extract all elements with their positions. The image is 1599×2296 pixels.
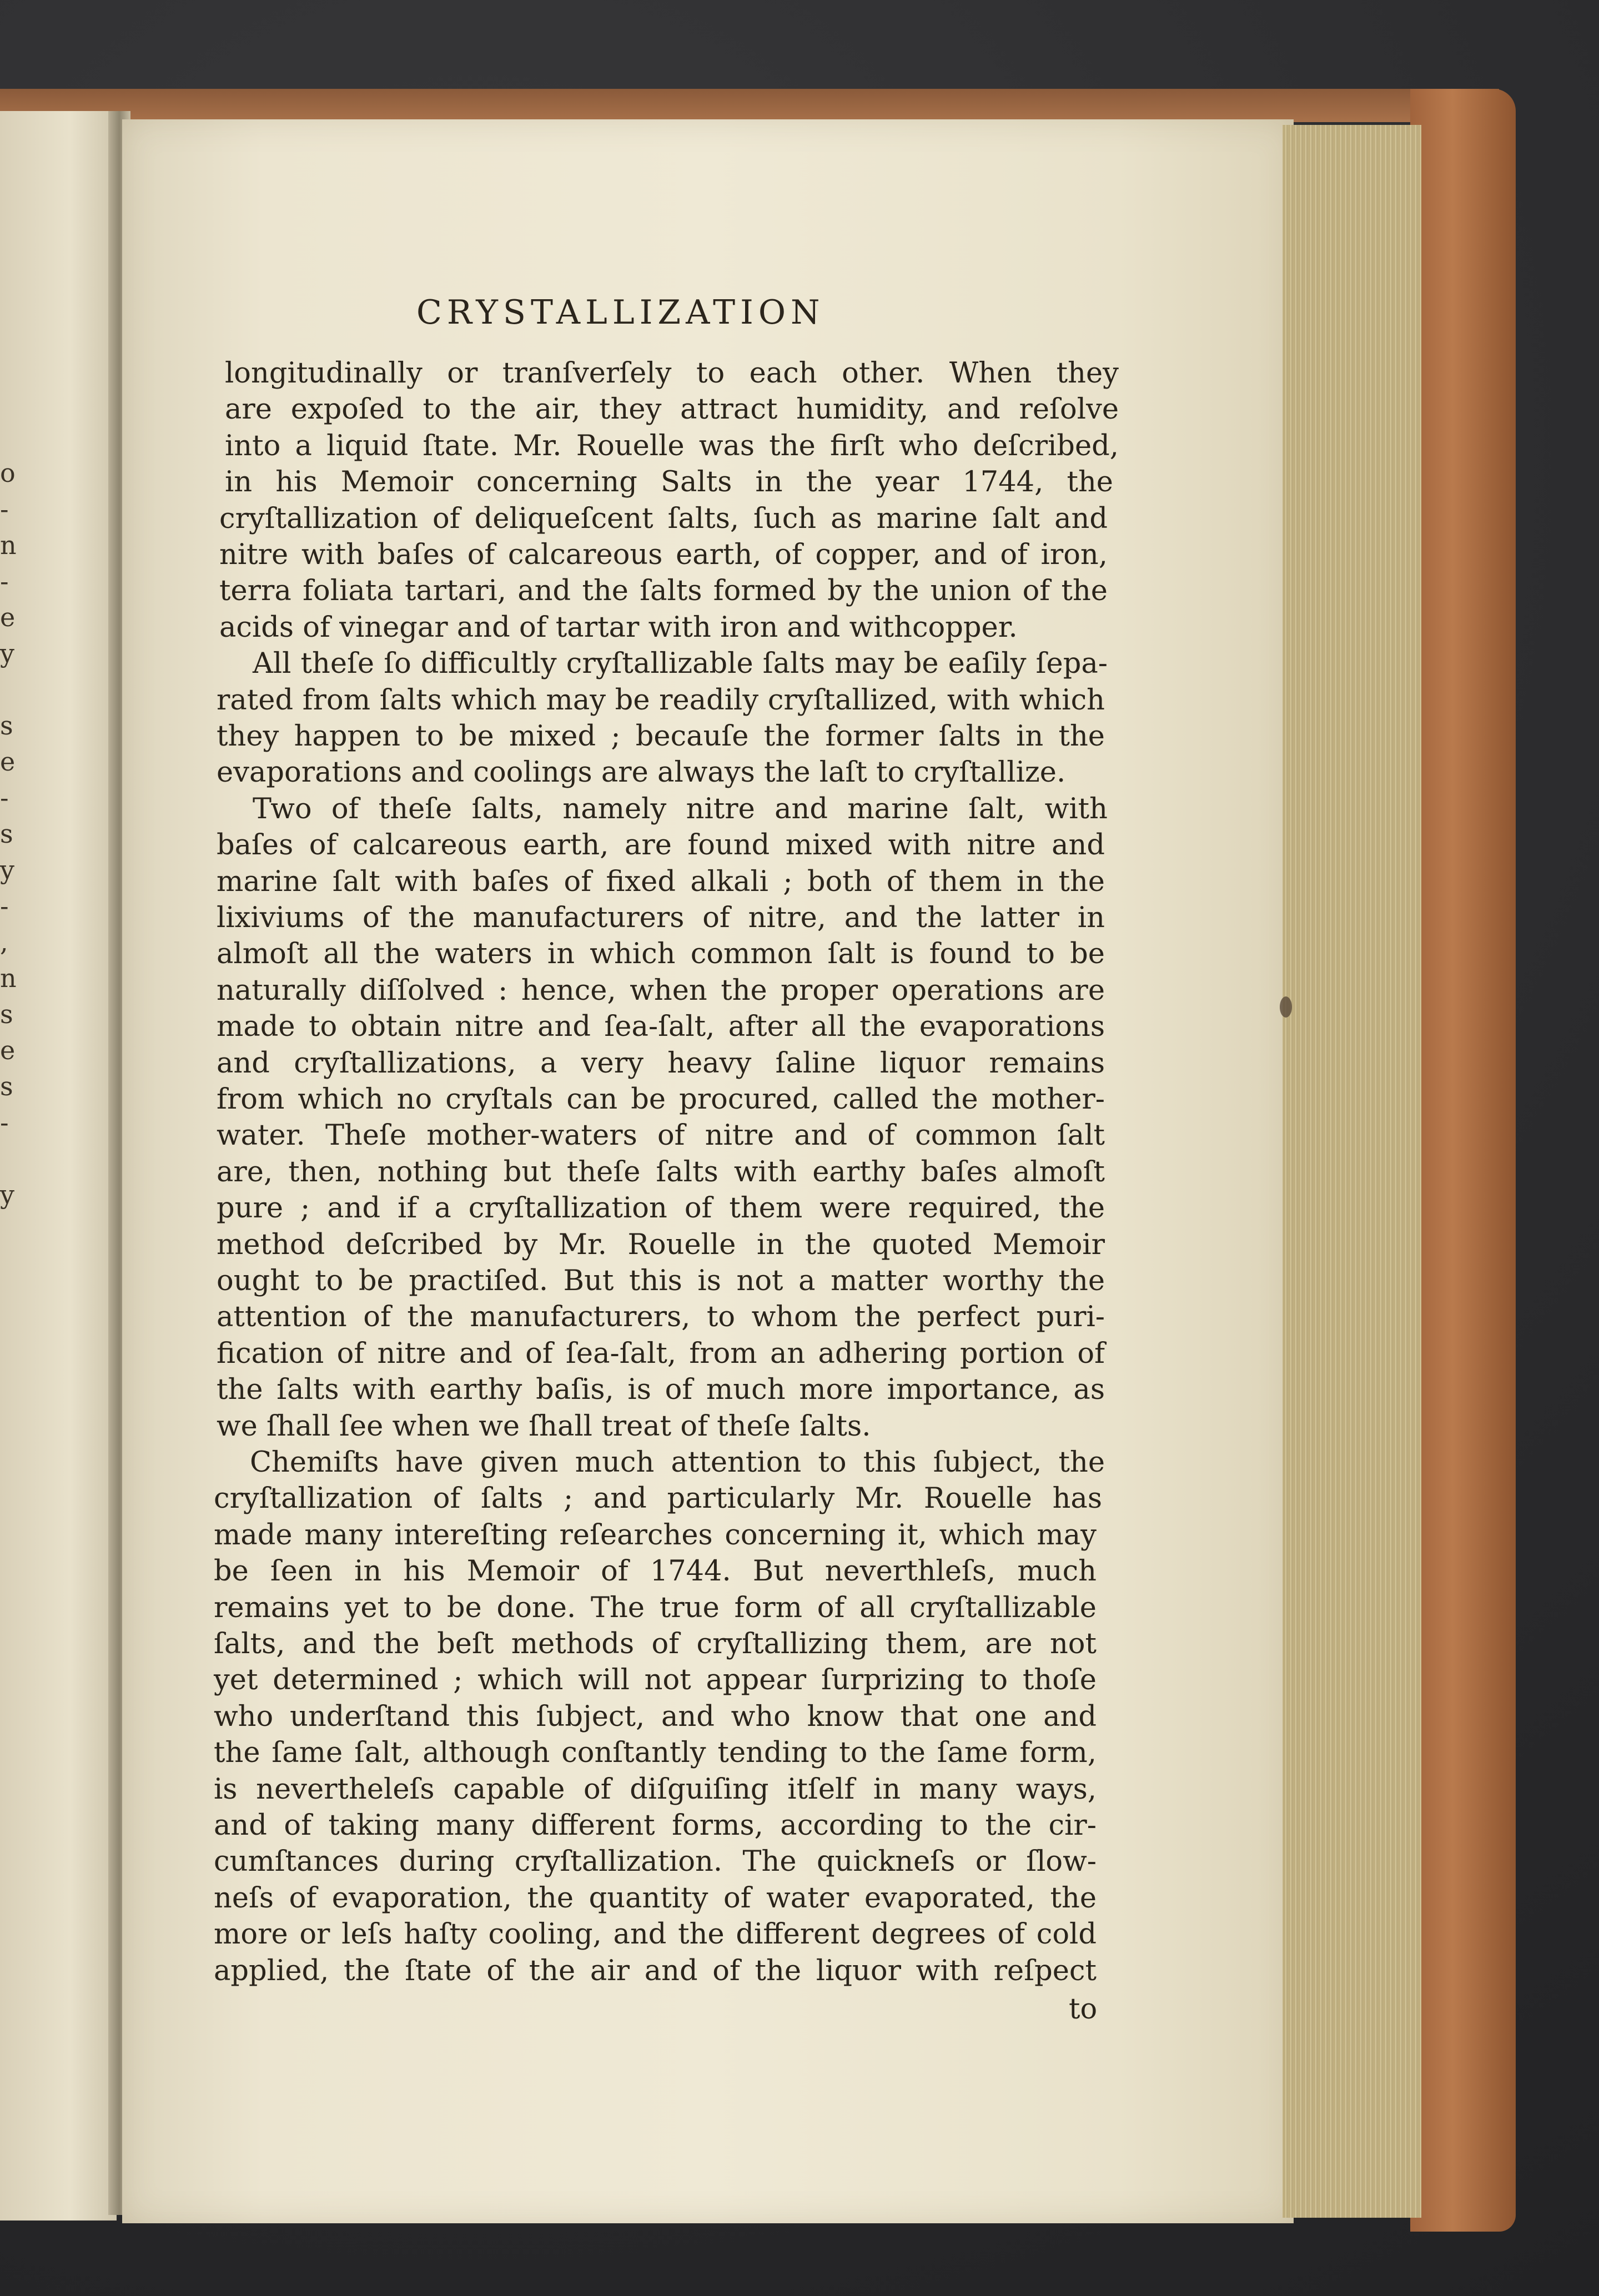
text-line: more or leſs haſty cooling, and the different degrees of cold [214, 1918, 1097, 1951]
text-line: lixiviums of the manufacturers of nitre, and the latter in [217, 902, 1105, 934]
page-fore-edge [1283, 125, 1421, 2218]
text-line: is nevertheleſs capable of diſguiſing itſelf in many ways, [214, 1773, 1097, 1806]
text-line: All theſe ſo difficultly cryſtallizable ſalts may be eaſily ſepa- [253, 647, 1108, 681]
text-line: remains yet to be done. The true form of all cryſtallizable [214, 1591, 1097, 1624]
text-line: made to obtain nitre and ſea-ſalt, after all the evaporations [217, 1010, 1105, 1044]
foxing-spot [1280, 996, 1292, 1018]
text-line: attention of the manufacturers, to whom the perfect puri- [217, 1301, 1105, 1334]
text-line: baſes of calcareous earth, are found mixed with nitre and [217, 829, 1105, 862]
text-line: we ſhall ſee when we ſhall treat of theſe ſalts. [217, 1409, 871, 1443]
text-line: marine ſalt with baſes of fixed alkali ; both of them in the [217, 865, 1105, 898]
text-line: almoſt all the waters in which common ſalt is found to be [217, 938, 1105, 971]
running-head: CRYSTALLIZATION [416, 293, 825, 332]
text-line: made many intereſting reſearches concerning it, which may [214, 1518, 1097, 1552]
text-line: yet determined ; which will not appear ſurprizing to thoſe [214, 1664, 1097, 1697]
text-line: cryſtallization of ſalts ; and particularly Mr. Rouelle has [214, 1482, 1102, 1515]
text-line: pure ; and if a cryſtallization of them were required, the [217, 1192, 1105, 1225]
text-line: ſalts, and the beſt methods of cryſtallizing them, are not [214, 1628, 1097, 1660]
text-line: Chemiſts have given much attention to this ſubject, the [250, 1446, 1105, 1479]
text-line: Two of theſe ſalts, namely nitre and marine ſalt, with [253, 792, 1108, 825]
text-line: nitre with baſes of calcareous earth, of copper, and of iron, [219, 538, 1108, 571]
text-line: and of taking many different forms, according to the cir- [214, 1809, 1097, 1842]
text-line: fication of nitre and of ſea-ſalt, from an adhering portion of [217, 1337, 1105, 1370]
text-line: they happen to be mixed ; becauſe the former ſalts in the [217, 720, 1105, 753]
text-line: applied, the ſtate of the air and of the liquor with reſpect [214, 1954, 1097, 1987]
text-line: neſs of evaporation, the quantity of water evaporated, the [214, 1881, 1097, 1915]
text-line: acids of vinegar and of tartar with iron and withcopper. [219, 611, 1018, 644]
text-line: are, then, nothing but theſe ſalts with earthy baſes almoſt [217, 1155, 1105, 1189]
text-line: are expoſed to the air, they attract humidity, and reſolve [225, 393, 1119, 426]
cover-board-right [1410, 89, 1516, 2232]
text-line: be ſeen in his Memoir of 1744. But neverthleſs, much [214, 1555, 1097, 1588]
text-line: ought to be practiſed. But this is not a matter worthy the [217, 1265, 1105, 1297]
facing-page-edge-text: o - n - e y s e - s y - , n s e s - y [0, 458, 17, 1210]
text-line: rated from ſalts which may be readily cryſtallized, with which [217, 683, 1105, 717]
text-line: evaporations and coolings are always the laſt to cryſtallize. [217, 756, 1066, 789]
text-line: who underſtand this ſubject, and who know that one and [214, 1700, 1097, 1733]
text-line: into a liquid ſtate. Mr. Rouelle was the firſt who deſcribed, [225, 429, 1119, 462]
text-line: method deſcribed by Mr. Rouelle in the quoted Memoir [217, 1228, 1105, 1261]
text-line: cumſtances during cryſtallization. The quickneſs or ſlow- [214, 1845, 1097, 1879]
catchword: to [1069, 1993, 1098, 2026]
text-line: from which no cryſtals can be procured, called the mother- [217, 1083, 1105, 1116]
text-line: the ſame ſalt, although conſtantly tending to the ſame form, [214, 1736, 1097, 1770]
cover-board-top [0, 89, 1499, 122]
text-line: in his Memoir concerning Salts in the year 1744, the [225, 466, 1113, 499]
text-line: naturally diſſolved : hence, when the proper operations are [217, 974, 1105, 1007]
text-line: water. Theſe mother-waters of nitre and of common ſalt [217, 1119, 1105, 1152]
text-line: terra foliata tartari, and the ſalts formed by the union of the [219, 575, 1108, 608]
text-line: cryſtallization of deliqueſcent ſalts, ſuch as marine ſalt and [219, 502, 1108, 535]
text-line: longitudinally or tranſverſely to each other. When they [225, 357, 1119, 390]
facing-page-left [0, 111, 117, 2221]
text-line: and cryſtallizations, a very heavy ſaline liquor remains [217, 1046, 1105, 1080]
text-line: the ſalts with earthy baſis, is of much more importance, as [217, 1373, 1105, 1407]
